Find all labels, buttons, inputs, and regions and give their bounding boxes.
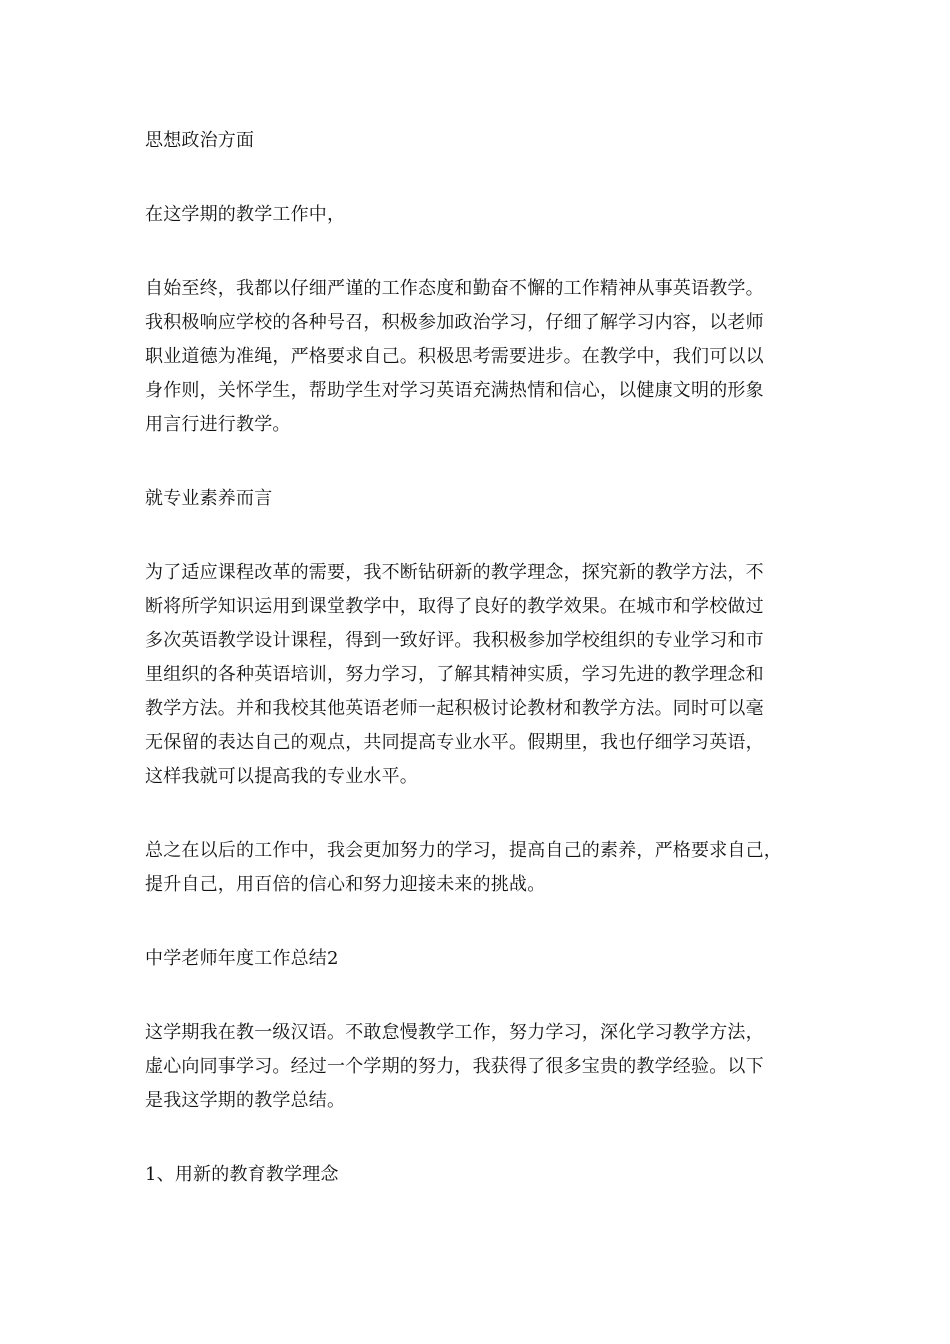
- text-line: 总之在以后的工作中，我会更加努力的学习，提高自己的素养，严格要求自己，: [145, 840, 782, 861]
- section-heading: [145, 1158, 810, 1192]
- paragraph: [145, 556, 810, 794]
- section-heading: [145, 482, 810, 516]
- text-line: 用言行进行教学。: [145, 414, 291, 435]
- text-line: 为了适应课程改革的需要，我不断钻研新的教学理念，探究新的教学方法，不: [145, 562, 764, 583]
- text-line: 提升自己，用百倍的信心和努力迎接未来的挑战。: [145, 874, 546, 895]
- text-line: 我积极响应学校的各种号召，积极参加政治学习，仔细了解学习内容，以老师: [145, 312, 764, 333]
- text-line: 这学期我在教一级汉语。不敢怠慢教学工作，努力学习，深化学习教学方法，: [145, 1022, 764, 1043]
- text-line: 断将所学知识运用到课堂教学中，取得了良好的教学效果。在城市和学校做过: [145, 596, 764, 617]
- paragraph: [145, 834, 810, 902]
- section-heading: [145, 124, 810, 158]
- text-line: 里组织的各种英语培训，努力学习，了解其精神实质，学习先进的教学理念和: [145, 664, 764, 685]
- text-line: 就专业素养而言: [145, 488, 273, 509]
- section-heading: [145, 942, 810, 976]
- text-line: 是我这学期的教学总结。: [145, 1090, 346, 1111]
- text-line: 身作则，关怀学生，帮助学生对学习英语充满热情和信心，以健康文明的形象: [145, 380, 764, 401]
- text-line: 职业道德为准绳，严格要求自己。积极思考需要进步。在教学中，我们可以以: [145, 346, 764, 367]
- text-line: 在这学期的教学工作中，: [145, 204, 346, 225]
- paragraph: [145, 1016, 810, 1118]
- text-line: 无保留的表达自己的观点，共同提高专业水平。假期里，我也仔细学习英语，: [145, 732, 764, 753]
- text-line: 这样我就可以提高我的专业水平。: [145, 766, 418, 787]
- text-line: 虚心向同事学习。经过一个学期的努力，我获得了很多宝贵的教学经验。以下: [145, 1056, 764, 1077]
- text-line: 思想政治方面: [145, 130, 255, 151]
- text-line: 中学老师年度工作总结2: [145, 948, 339, 969]
- text-line: 自始至终，我都以仔细严谨的工作态度和勤奋不懈的工作精神从事英语教学。: [145, 278, 764, 299]
- paragraph: [145, 272, 810, 442]
- document-body: [145, 124, 810, 1232]
- paragraph: [145, 198, 810, 232]
- text-line: 教学方法。并和我校其他英语老师一起积极讨论教材和教学方法。同时可以毫: [145, 698, 764, 719]
- text-line: 多次英语教学设计课程，得到一致好评。我积极参加学校组织的专业学习和市: [145, 630, 764, 651]
- text-line: 1、用新的教育教学理念: [145, 1164, 339, 1185]
